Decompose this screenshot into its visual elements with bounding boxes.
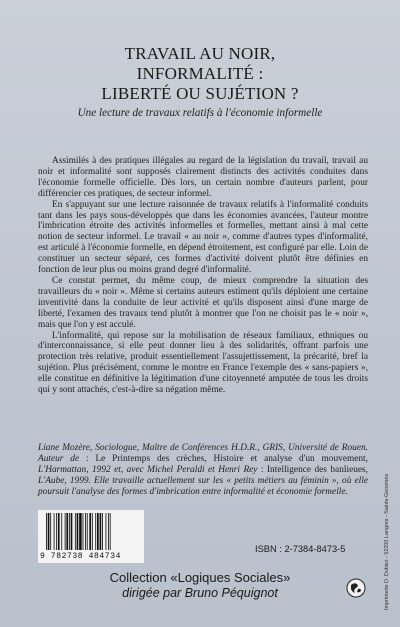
title-line-1: TRAVAIL AU NOIR, — [124, 44, 276, 63]
blurb-paragraph-3: Ce constat permet, du même coup, de mieux comprendre la situation des travailleurs du « noir ». Même si certains auteurs estiment qu'ils déploient une certaine inventivité dans la conduite de leur activité et qu'ils disposent ainsi d'une marge de liberté, l'examen des travaux tend plutôt à montrer que l'on ne choisit pas le « noir », mais que l'on y est acculé. — [38, 275, 368, 330]
collection-director: dirigée par Bruno Péquignot — [122, 586, 278, 600]
blurb-paragraph-4: L'informalité, qui repose sur la mobilisation de réseaux familiaux, ethniques ou d'interconnaissance, si elle peut donner lieu à des solidarités, offrant parfois une protection très relative, produit essentiellement l'assujettissement, la précarité, bref la sujétion. Plus précisément, comme le montre en France l'exemple des « sans-papiers », elle constitue en définitive la légitimation d'une citoyenneté amputée de tous les droits qui y sont attachés, c'est-à-dire sa négation même. — [38, 330, 368, 396]
blurb-text — [38, 156, 368, 396]
title-line-3: LIBERTÉ OU SUJÉTION ? — [101, 84, 299, 103]
title-line-2: INFORMALITÉ : — [136, 64, 264, 83]
isbn: ISBN : 2-7384-8473-5 — [255, 544, 346, 554]
globe-logo-icon — [346, 578, 366, 598]
printer-credit — [384, 400, 396, 610]
blurb-paragraph-1: Assimilés à des pratiques illégales au regard de la législation du travail, travail au noir et informalité sont supposés clairement distincts des activités conduites dans l'économie formelle officielle. Dès lors, un certain nombre d'auteurs parlent, pour différencier ces pratiques, de secteur informel. — [38, 156, 368, 199]
author-affiliation: Sociologue, Maître de Conférences H.D.R., GRIS, Université de Rouen. Auteur de — [38, 443, 368, 464]
author-publisher-2: L'Aube, 1999. Elle travaille actuellement sur les « petits métiers au féminin », où elle poursuit l'analyse des formes d'imbrication entre informalité et économie formelle. — [38, 475, 368, 497]
author-bio — [38, 443, 368, 498]
author-name: Liane Mozère, — [38, 443, 93, 453]
author-works-2: : Intelligence des banlieues, — [257, 464, 369, 475]
collection-name: Collection «Logiques Sociales» — [109, 570, 291, 585]
book-title — [20, 44, 380, 104]
barcode — [38, 510, 144, 563]
printer-credit-text: Imprimerie D. Dubiez - 52200 Langres - Saints-Geosmes — [384, 473, 390, 610]
barcode-number: 9 782738 484734 — [40, 552, 122, 561]
author-works: : Le Printemps des crèches, Histoire et analyse d'un mouvement, — [79, 453, 368, 464]
book-subtitle: Une lecture de travaux relatifs à l'économie informelle — [77, 107, 323, 119]
blurb-paragraph-2: En s'appuyant sur une lecture raisonnée de travaux relatifs à l'informalité conduits tant dans les pays sous-développés que dans les économies avancées, l'auteur montre l'imbrication étroite des activités informelles et formelles, mettant ainsi à mal cette notion de secteur informel. Le travail « au noir », comme d'autres types d'informalité, est articulé à l'économie formelle, en dépend étroitement, est configuré par elle. Loin de constituer un secteur séparé, ces formes d'activité doivent plutôt être définies en fonction de leur plus ou moins grand degré d'informalité. — [38, 199, 368, 276]
barcode-bars-icon — [38, 510, 144, 552]
author-publisher-1: L'Harmattan, 1992 et, avec Michel Peraldi et Henri Rey — [38, 464, 258, 475]
